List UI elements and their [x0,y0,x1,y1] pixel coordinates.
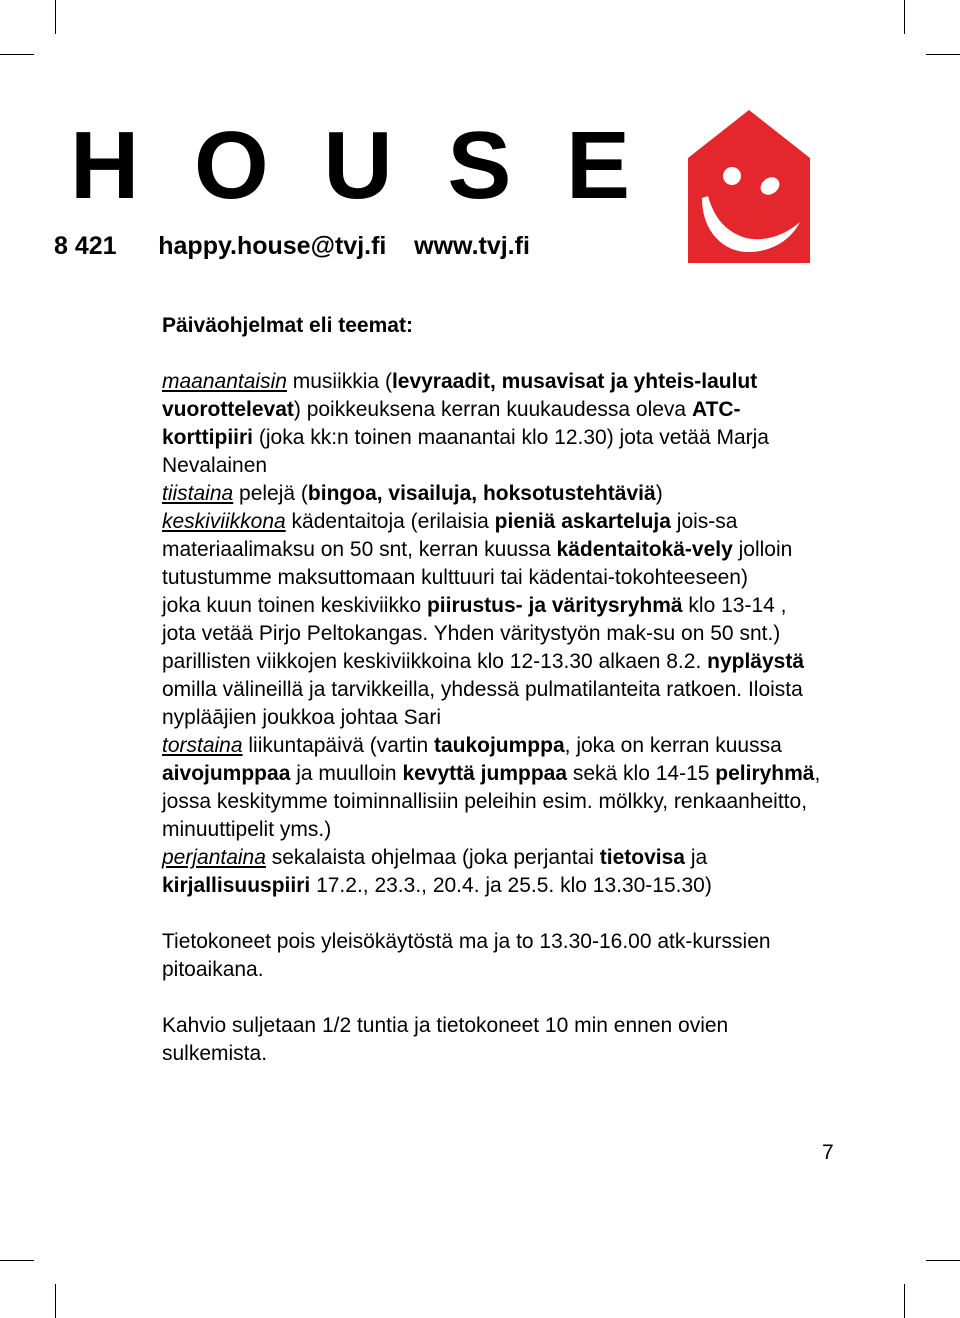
friday-text: 17.2., 23.3., 20.4. ja 25.5. klo 13.30-15.30) [310,874,712,897]
thursday-highlight: aivojumppaa [162,762,291,785]
friday-text: ja [684,846,708,869]
monday-highlight: ATC-korttipiiri [162,398,741,449]
tuesday-text: pelejä ( [233,482,308,505]
crop-mark [904,1284,905,1318]
friday-highlight: tietovisa [599,846,685,869]
wednesday-text: parillisten viikkojen keskiviikkoina klo 12-13.30 alkaen 8.2. [162,650,708,673]
friday-highlight: kirjallisuuspiiri [162,874,311,897]
wednesday-highlight: nypläystä [707,650,805,673]
crop-mark [926,1260,960,1261]
wednesday-highlight: piirustus- ja väritysryhmä [426,594,683,617]
monday-entry [162,368,822,480]
day-label-wednesday: keskiviikkona [162,510,286,533]
thursday-text: liikuntapäivä (vartin [242,734,434,757]
wednesday-text: kädentaitoja (erilaisia [285,510,495,533]
cafe-notice: Kahvio suljetaan 1/2 tuntia ja tietokoneet 10 min ennen ovien sulkemista. [162,1014,729,1065]
wednesday-text: joka kuun toinen keskiviikko [162,594,427,617]
crop-mark [926,54,960,55]
thursday-text: sekä klo 14-15 [567,762,716,785]
contact-line [54,234,530,259]
phone-number: 8 421 [54,232,117,260]
wednesday-text: klo 13-14 , jota vetää Pirjo Peltokangas. Yhden väritystyön mak-su on 50 snt.) [162,594,787,645]
wednesday-text: jois-sa materiaalimaksu on 50 snt, kerran kuussa [162,510,738,561]
crop-mark [55,1284,56,1318]
smiling-house-logo [688,110,810,263]
wednesday-entry [162,508,822,592]
wednesday-lace-group [162,648,822,732]
crop-mark [904,0,905,34]
wednesday-highlight: kädentaitokä-vely [556,538,733,561]
monday-text: musiikkia ( [286,370,392,393]
thursday-highlight: taukojumppa [433,734,565,757]
page-title: H O U S E [70,112,645,219]
thursday-highlight: kevyttä jumppaa [402,762,568,785]
day-label-thursday: torstaina [162,734,243,757]
monday-text: ) poikkeuksena kerran kuukaudessa oleva [293,398,692,421]
friday-text: sekalaista ohjelmaa (joka perjantai [265,846,600,869]
website-address: www.tvj.fi [414,232,530,260]
thursday-text: , jossa keskitymme toiminnallisiin peleihin esim. mölkky, renkaanheitto, minuuttipelit yms.) [162,762,821,841]
wednesday-text: jolloin tutustumme maksuttomaan kulttuuri tai kädentai-tokohteeseen) [162,538,793,589]
thursday-highlight: peliryhmä [715,762,815,785]
tuesday-highlight: bingoa, visailuja, hoksotustehtäviä [307,482,656,505]
crop-mark [0,54,34,55]
crop-mark [55,0,56,34]
friday-entry [162,844,822,900]
schedule-section [162,312,822,1068]
thursday-text: , joka on kerran kuussa [564,734,782,757]
section-heading: Päiväohjelmat eli teemat: [162,314,413,337]
day-label-monday: maanantaisin [162,370,287,393]
day-label-friday: perjantaina [162,846,266,869]
wednesday-text: omilla välineillä ja tarvikkeilla, yhdessä pulmatilanteita ratkoen. Iloista nypläājien joukkoa johtaa Sari [162,678,803,729]
monday-text: (joka kk:n toinen maanantai klo 12.30) jota vetää Marja Nevalainen [162,426,769,477]
email-address: happy.house@tvj.fi [158,232,387,260]
monday-highlight: levyraadit, musavisat ja yhteis-laulut vuorottelevat [162,370,758,421]
crop-mark [0,1260,34,1261]
tuesday-entry [162,480,822,508]
page-number: 7 [822,1141,834,1164]
wednesday-highlight: pieniä askarteluja [494,510,671,533]
thursday-text: ja muulloin [290,762,403,785]
thursday-entry [162,732,822,844]
wednesday-drawing-group [162,592,822,648]
day-label-tuesday: tiistaina [162,482,234,505]
tuesday-text: ) [655,482,663,505]
computer-notice: Tietokoneet pois yleisökäytöstä ma ja to 13.30-16.00 atk-kurssien pitoaikana. [162,930,771,981]
